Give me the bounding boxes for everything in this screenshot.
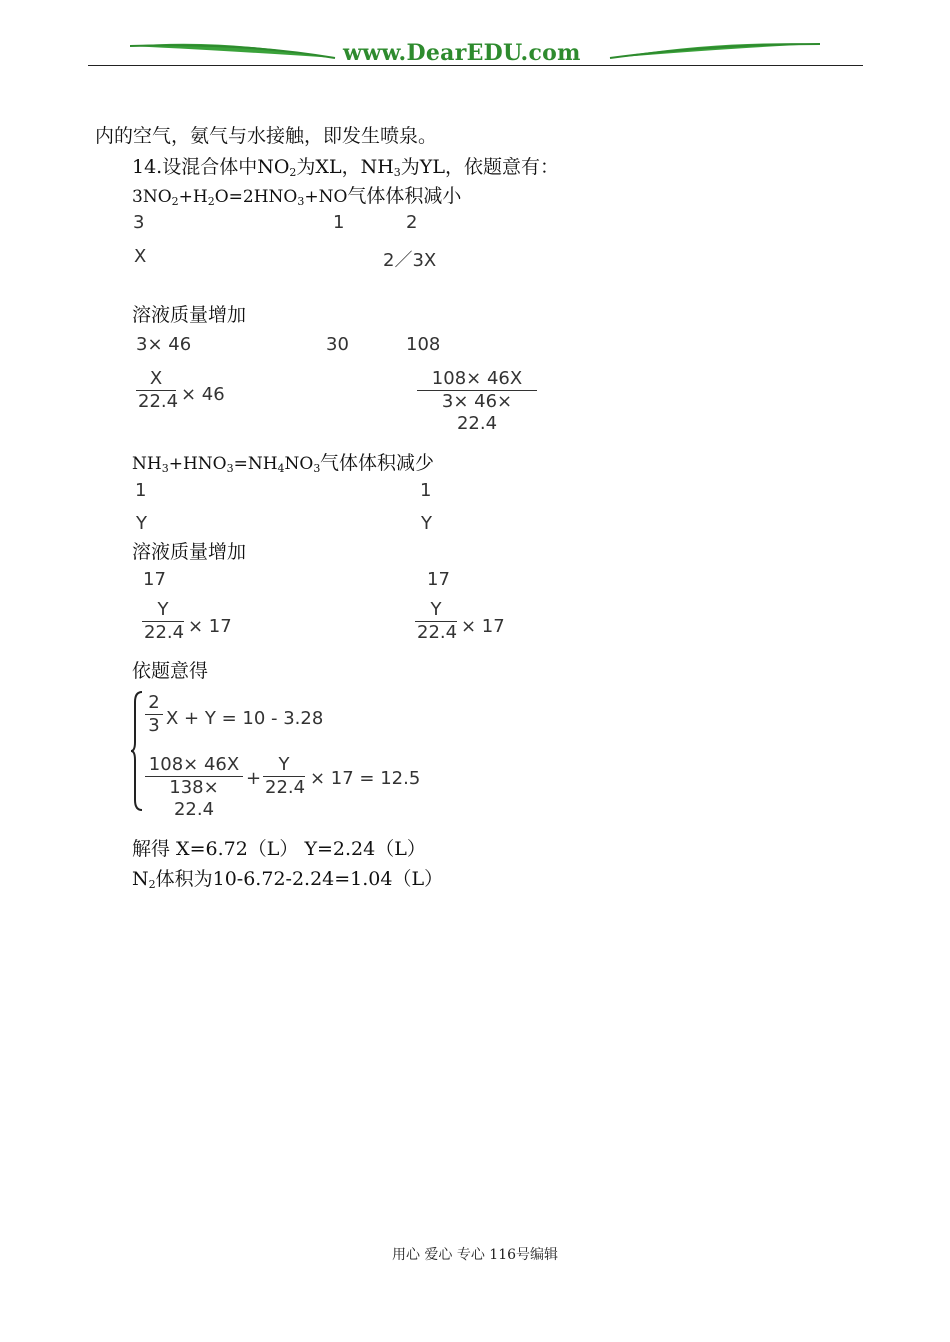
eq2-sub-a: 3 — [161, 462, 169, 475]
system-fraction-108x46x — [145, 754, 243, 821]
fraction-y-over-22.4-right — [415, 599, 457, 644]
ratio-1-col-3: 2 — [406, 212, 418, 233]
text-line-2 — [132, 155, 559, 185]
fraction-numerator: 108× 46X — [148, 754, 240, 775]
eq1-sub-a: 2 — [171, 195, 179, 208]
fraction-y-over-22.4-left — [142, 599, 184, 644]
line2-nh3: NH — [360, 156, 394, 178]
mass-1-col-1: 3× 46 — [136, 334, 192, 355]
left-brace-icon — [130, 690, 144, 812]
page-footer: 用心 爱心 专心 116号编辑 — [391, 1247, 559, 1263]
n2-volume-text: 体积为10-6.72-2.24=1.04（L） — [155, 868, 444, 890]
eq1-part-c: O=2HNO — [214, 187, 298, 207]
fraction-numerator: Y — [278, 754, 290, 775]
line2-no2-sub: 2 — [289, 166, 297, 179]
fraction-numerator: Y — [157, 599, 169, 620]
fraction-numerator: X — [149, 368, 163, 389]
fraction-numerator: Y — [430, 599, 442, 620]
system-fraction-y-22.4 — [263, 754, 305, 799]
eq2-sub-c: 4 — [277, 462, 285, 475]
line2-prefix: 14.设混合体中 — [132, 156, 258, 178]
fraction-right-multiplier: × 17 — [461, 616, 505, 637]
fraction-denominator: 138× 22.4 — [169, 777, 219, 820]
eq2-part-c: =NH — [233, 454, 278, 474]
fraction-108x46x — [417, 368, 537, 435]
mass-1-col-2: 30 — [326, 334, 349, 355]
fraction-denominator: 3× 46× 22.4 — [441, 391, 513, 434]
system-equation-2-tail: × 17 = 12.5 — [310, 768, 421, 789]
n2-volume-line — [132, 867, 443, 897]
ratio-1-col-2: 1 — [333, 212, 345, 233]
eq2-part-d: NO — [284, 454, 314, 474]
mass-increase-label-2: 溶液质量增加 — [132, 541, 247, 563]
line2-mid: 为XL， — [296, 156, 361, 178]
system-equation-1-tail: X + Y = 10 - 3.28 — [166, 708, 324, 729]
eq1-sub-b: 2 — [207, 195, 215, 208]
eq2-part-b: +HNO — [168, 454, 227, 474]
fraction-denominator: 22.4 — [265, 777, 306, 798]
mass-2-col-2: 17 — [427, 569, 450, 590]
eq2-tail: 气体体积减少 — [320, 452, 435, 474]
solution-line: 解得 X=6.72（L） Y=2.24（L） — [132, 838, 426, 860]
header-divider — [88, 65, 863, 66]
equation-2 — [132, 452, 320, 481]
line2-end: 为YL，依题意有： — [400, 156, 559, 178]
ratio-1-col-1: 3 — [133, 212, 145, 233]
ratio-4-col-2: Y — [421, 513, 432, 534]
mass-2-col-1: 17 — [143, 569, 166, 590]
fraction-numerator: 2 — [148, 692, 160, 713]
eq1-part-b: +H — [178, 187, 208, 207]
mass-increase-label-1: 溶液质量增加 — [132, 304, 247, 326]
eq1-tail: 气体体积减小 — [347, 185, 462, 207]
system-fraction-2-3 — [145, 692, 163, 737]
by-problem-label: 依题意得 — [132, 660, 209, 682]
system-plus-sign: + — [246, 768, 262, 789]
eq1-sub-c: 3 — [297, 195, 305, 208]
header-logo-text: www.DearEDU.com — [343, 40, 581, 66]
fraction-numerator: 108× 46X — [431, 368, 523, 389]
ratio-4-col-1: Y — [136, 513, 147, 534]
eq1-part-d: +NO — [304, 187, 348, 207]
line2-nh3-sub: 3 — [393, 166, 401, 179]
ratio-2-col-1: X — [134, 246, 147, 267]
fraction-x-over-22.4 — [136, 368, 179, 413]
equation-1 — [132, 184, 461, 214]
fraction-denominator: 22.4 — [144, 622, 185, 643]
eq2-sub-b: 3 — [226, 462, 234, 475]
fraction-denominator: 3 — [148, 715, 160, 736]
eq2-sub-d: 3 — [313, 462, 321, 475]
line2-no2: NO — [257, 156, 290, 178]
eq1-part-a: 3NO — [132, 187, 172, 207]
ratio-3-col-1: 1 — [135, 480, 147, 501]
mass-1-col-3: 108 — [406, 334, 441, 355]
fraction-denominator: 22.4 — [417, 622, 458, 643]
text-line-1: 内的空气，氨气与水接触，即发生喷泉。 — [95, 125, 438, 147]
eq2-part-a: NH — [132, 454, 162, 474]
fraction-1-multiplier: × 46 — [181, 384, 225, 405]
n2-symbol: N — [132, 868, 149, 890]
ratio-3-col-2: 1 — [420, 480, 432, 501]
fraction-denominator: 22.4 — [138, 391, 179, 412]
ratio-2-col-3: 2／3X — [383, 250, 437, 271]
fraction-left-multiplier: × 17 — [188, 616, 232, 637]
n2-sub: 2 — [148, 878, 156, 891]
